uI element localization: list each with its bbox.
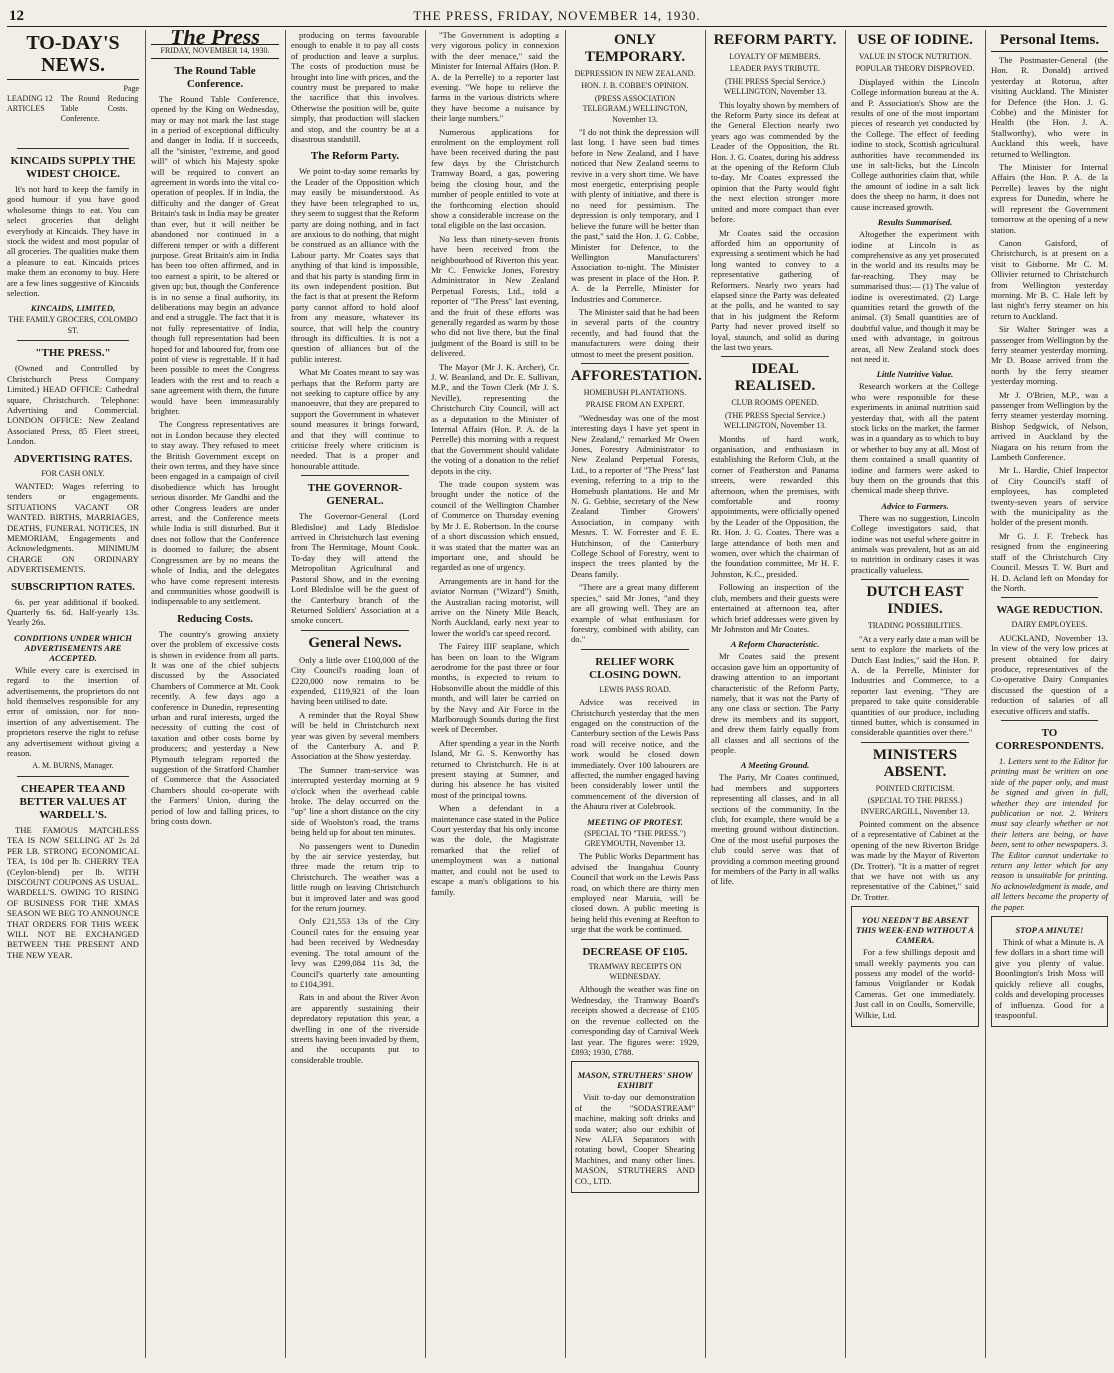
index-entry bbox=[7, 94, 53, 144]
ad-kincaids-sub: THE FAMILY GROCERS, COLOMBO ST. bbox=[8, 315, 138, 335]
ad-kincaids-body: It's not hard to keep the family in good humour if you have good wholesome things to eat. You can select groceries that delight everybody at Kincaids. They have in stock the widest and most popular of all groceries. The qualities make them a pleasure to eat. Kincaids prices make them an economy to buy. Here are a few lines suggestive of Kincaids selection. bbox=[7, 184, 139, 299]
personal-item: The Minister for Internal Affairs (the Hon. P. A. de la Perrelle) leaves by the night express for Dunedin, where he will represent the Government tomorrow at the opening of a new station. bbox=[991, 162, 1108, 235]
personal-item: The Postmaster-General (the Hon. R. Donald) arrived yesterday at Rotorua, after visiting Auckland. The Minister for Defence (the Hon. J. G. Cobbe) and the Minister for Health (the Hon. J. A. Stallworthy), who were in Auckland this week, have returned to Wellington. bbox=[991, 55, 1108, 159]
subheading: Little Nutritive Value. bbox=[876, 369, 954, 380]
news-item: After spending a year in the North Island, Mr G. S. Kenworthy has returned to Christchurch. He is at present staying at Sumner, and during his absence he has visited most of the principal towns. bbox=[431, 737, 559, 800]
news-item: Rats in and about the River Avon are apparently sustaining their depredatory reputation this year, a dwelling in one of the riverside streets having been invaded by them, and the occupants put to considerable trouble. bbox=[291, 992, 419, 1065]
news-item: A reminder that the Royal Show will be held in Christchurch next year was given by several members of the Canterbury A. and P. Association at the Show yesterday. bbox=[291, 709, 419, 762]
editorial-paragraph: The Congress representatives are not in London because they elected to stay away. They refused to meet the British Government except on their own terms, and they have since been engaged in a campaign of civil disobedience which has brought serious disorder. Mr Gandhi and the other Congress leaders are under arrest, and the Conference meets while India is still disturbed. But it does not follow that the Conference is doomed to failure; the absent Congressmen are by no means the whole of India, and the delegates who have come represent interests and communities whose goodwill is indispensable to any settlement. bbox=[151, 419, 279, 607]
subheading: POINTED CRITICISM. bbox=[875, 783, 955, 793]
ad-camera bbox=[851, 906, 979, 1027]
editorial-heading-round-table: The Round Table Conference. bbox=[174, 64, 256, 90]
manager-signoff: A. M. BURNS, Manager. bbox=[32, 761, 114, 771]
ad-title: MASON, STRUTHERS' SHOW EXHIBIT bbox=[577, 1070, 693, 1091]
byline: (SPECIAL TO THE PRESS.) INVERCARGILL, November 13. bbox=[860, 796, 970, 816]
article-paragraph: Pointed comment on the absence of a representative of Cabinet at the opening of the new Riverton Bridge was made by the Mayor of Riverton (Dr. Trotter). "It is a matter of regret that we have not with us any representative of the Cabinet," said Dr. Trotter. bbox=[851, 818, 979, 902]
personal-item: Sir Walter Stringer was a passenger from Wellington by the ferry steamer yesterday morning. Mr D. Boase arrived from the north by the ferry steamer yesterday morning. bbox=[991, 324, 1108, 387]
index-list bbox=[7, 94, 139, 144]
index-entry-title: The Round Table Conference. bbox=[60, 94, 100, 123]
byline: (PRESS ASSOCIATION TELEGRAM.) WELLINGTON, November 13. bbox=[582, 93, 688, 124]
editorial-paragraph: The Round Table Conference, opened by the King on Wednesday, may or may not mark the last stage in a period of exceptional difficulty and danger in India. If it succeeds, all the "sinister, "extreme, and good will" of which his Majesty spoke will be required to convert an agreement in words into the vital co-operation of peoples. If in India, the difficulty and the danger of Great Britain's task in India may be greater than ever, but it will neither be abandoned nor continued in a different temper or with a different purpose. Great Britain's aim in India has been too often affirmed, and in too earnest a spirit, to be altered or given up; but, though the Conference is in no sense a final authority, its deliberations may begin an advance and end a struggle. The fact that it is not fully representative of India, though full representation had been hoped for and laboured for, from one point of view is regrettable. If it had been possible to meet the Congress leaders with the rest and to reach a sane agreement with them, the future would have been immeasurably brighter. bbox=[151, 93, 279, 416]
index-entry-title: LEADING ARTICLES bbox=[7, 94, 45, 113]
divider bbox=[1001, 597, 1098, 598]
article-paragraph: Months of hard work, organisation, and enthusiasm in establishing the Reform Club, at the corner of Featherston and Panama streets, were rewarded this afternoon, when the premises, with comfortable and roomy appointments, were officially opened by the Leader of the Opposition, the Rt. Hon. J. G. Coates. There was a large attendance of both men and women, over which the chairman of the foundation committee, Mr H. F. Johnston, K.C., presided. bbox=[711, 433, 839, 579]
ad-wardells-title: CHEAPER TEA AND BETTER VALUES AT WARDELL'S. bbox=[19, 782, 127, 821]
index-page-label: Page bbox=[123, 84, 139, 93]
conditions-title: CONDITIONS UNDER WHICH ADVERTISEMENTS ARE ACCEPTED. bbox=[14, 632, 132, 663]
article-paragraph: Mr Coates said the present occasion gave him an opportunity of drawing attention to an important characteristic of the Reform Party, namely, that it was not the Party of any one class or section. The Party drew its members and its support, and drew them fairly equally from all classes and all sections of the people. bbox=[711, 651, 839, 755]
article-paragraph: Research workers at the College who were responsible for these experiments in animal nutrition said yesterday that, with all the patent stock licks on the market, the farmer was in a quandary as to which to buy or whether to buy any at all. Most of them contained a small quantity of iodine and farmers were asked to buy them on the grounds that this chemical made sheep thrive. bbox=[851, 381, 979, 496]
subheading: A Reform Characteristic. bbox=[730, 639, 820, 650]
article-heading-ideal-realised: IDEAL REALISED. bbox=[734, 361, 816, 395]
divider bbox=[301, 630, 409, 631]
divider bbox=[17, 148, 129, 149]
governor-general-heading: THE GOVERNOR-GENERAL. bbox=[307, 482, 403, 508]
divider bbox=[581, 939, 689, 940]
subheading: Advice to Farmers. bbox=[881, 500, 949, 511]
subheading: CLUB ROOMS OPENED. bbox=[731, 398, 819, 408]
article-paragraph: Mr Coates said the occasion afforded him an opportunity of expressing a sentiment which he had long wanted to convey to a representative gathering of Reformers. Nearly two years had elapsed since the Party was defeated at the polls, and he wanted to say that in his judgment the Reform Party had never proved itself so loyal, staunch, and solid as during the last two years. bbox=[711, 227, 839, 352]
column-2 bbox=[145, 30, 284, 1358]
news-item: The Fairey IIIF seaplane, which has been on loan to the Wigram aerodrome for the past three or four months, is expected to return to Hobsonville about the middle of this month, and will later be carried on by the Navy and Air Force in the Marlborough Sounds during the first week of December. bbox=[431, 641, 559, 735]
subheading: VALUE IN STOCK NUTRITION. bbox=[858, 52, 972, 61]
subheading: LEADER PAYS TRIBUTE. bbox=[729, 64, 821, 74]
article-paragraph: "Wednesday was one of the most interesting days I have yet spent in New Zealand," remarked Mr Owen Jones, Forestry Administrator to New Zealand Perpetual Forests, Ltd., to a reporter of "The Press" last evening, referring to a trip to the Homebush plantations. He and Mr N. G. Gebbie, secretary of the New Zealand Timber Growers' Association, in company with Messrs. T. W. Forrester and F. E. Hutchinson, of the Canterbury College School of Forestry, went to inspect the trees planted by the Deans family. bbox=[571, 412, 699, 579]
article-heading-ministers-absent: MINISTERS ABSENT. bbox=[872, 746, 958, 780]
divider bbox=[1001, 720, 1098, 721]
ad-title: STOP A MINUTE! bbox=[1015, 925, 1084, 936]
article-paragraph: The Public Works Department has advised the Inangahua County Council that work on the Lewis Pass road, on which there are thirty men employed near Maruia, will be closed down. A public meeting is being held this evening at Reefton to urge that the work be continued. bbox=[571, 851, 699, 935]
article-paragraph: Advice was received in Christchurch yesterday that the men engaged on the construction of the Canterbury section of the Lewis Pass road will receive notice, and the work would be closed down immediately. Over 100 labourers are affected, the number engaged having been considerably lower until the commencement of the diversion of the Ahaura river at Colebrook. bbox=[571, 697, 699, 812]
article-heading-dutch-east-indies: DUTCH EAST INDIES. bbox=[866, 584, 964, 618]
news-item: No passengers went to Dunedin by the air service yesterday, but three made the return trip to Christchurch. The weather was a little rough on leaving Christchurch but it improved later and was good for the return journey. bbox=[291, 840, 419, 914]
ad-kincaids-name: KINCAIDS, LIMITED, bbox=[30, 303, 116, 314]
personal-item: Mr J. O'Brien, M.P., was a passenger from Wellington by the ferry steamer yesterday morning. Bishop Sedgwick, of Nelson, arrived in Auckland by the Niagara on his return from the Lambeth Conference. bbox=[991, 389, 1108, 463]
article-heading-only-temporary: ONLY TEMPORARY. bbox=[584, 32, 686, 65]
press-title: "THE PRESS." bbox=[35, 347, 111, 360]
ad-title: YOU NEEDN'T BE ABSENT THIS WEEK-END WITHOUT A CAMERA. bbox=[855, 915, 975, 946]
divider bbox=[861, 579, 969, 580]
ad-wardells-body: THE FAMOUS MATCHLESS TEA IS NOW SELLING AT 2s 2d PER LB. STRONG ECONOMICAL TEA, 1s 10d per lb. CHERRY TEA (Ceylon-blend) per lb. WITH DISCOUNT COUPONS AS USUAL. WARDELL'S. OWING TO RISING OF BUSINESS FOR THE XMAS SEASON WE BEG TO ANNOUNCE THAT ORDERS FOR THIS WEEK WILL NOT BE EXCHANGED BETWEEN THE PRESENT AND THE NEW YEAR. bbox=[7, 824, 139, 960]
article-paragraph: Following an inspection of the club, members and their guests were entertained at afternoon tea, after which brief addresses were given by Mr Johnston and Mr Coates. bbox=[711, 582, 839, 634]
ad-kincaids-title: KINCAIDS SUPPLY THE WIDEST CHOICE. bbox=[10, 155, 136, 180]
article-heading-afforestation: AFFORESTATION. bbox=[571, 367, 702, 384]
page-number: 12 bbox=[9, 8, 24, 24]
index-entry bbox=[100, 94, 139, 144]
subheading: PRAISE FROM AN EXPERT. bbox=[585, 400, 685, 410]
news-item: No less than ninety-seven fronts have been received from the neighbourhood of Riverton this year. Mr C. Fenwicke Jones, Forestry Administrator in New Zealand Perpetual Forests, Ltd., told a reporter of "The Press" last evening, and the fruit of these efforts was generally regarded as warm by those who did not live there, but the final judgment of the Board is still to be delivered. bbox=[431, 233, 559, 359]
news-item: Only a little over £100,000 of the City Council's roading loan of £220,000 now remains to be expended, £119,921 of the loan having been utilised to date. bbox=[291, 654, 419, 707]
index-entry-page: 12 bbox=[44, 94, 53, 103]
press-body: (Owned and Controlled by Christchurch Press Company Limited.) HEAD OFFICE: Cathedral square, Christchurch. Telephone: Advertising and Commercial. LONDON OFFICE: New Zealand Associated Press, 85 Fleet street, London. bbox=[7, 363, 139, 447]
subheading: HON. J. B. COBBE'S OPINION. bbox=[581, 81, 689, 91]
article-paragraph: There was no suggestion, Lincoln College investigators said, that iodine was not useful where goitre in animals was prevalent, but as an aid to nutrition in ordinary cases it was practically valueless. bbox=[851, 512, 979, 575]
page-header bbox=[7, 6, 1107, 27]
divider bbox=[581, 649, 689, 650]
column-7 bbox=[845, 30, 984, 1358]
divider bbox=[17, 776, 129, 777]
ad-body: Visit to-day our demonstration of the "SODASTREAM" machine, making soft drinks and soda water; also our exhibit of New ALFA Separators with rotating bowl, Cooper Shearing Machines, and many other lines. MASON, STRUTHERS AND CO., LTD. bbox=[575, 1092, 695, 1186]
subheading: Results Summarised. bbox=[877, 217, 953, 228]
sub-rates-body: 6s. per year additional if booked. Quarterly 6s. 6d. Half-yearly 13s. Yearly 26s. bbox=[7, 596, 139, 628]
subheading: POPULAR THEORY DISPROVED. bbox=[855, 64, 975, 74]
todays-news-heading: TO-DAY'S NEWS. bbox=[7, 32, 139, 80]
article-heading-decrease: DECREASE OF £105. bbox=[582, 945, 688, 958]
article-paragraph: Altogether the experiment with iodine at Lincoln is as comprehensive as any yet prosecuted in the world and its results may be far-reaching. They may be summarised thus:— (1) The value of iodine is overestimated. (2) Large quantities retard the growth of the animal. (3) Small quantities are of doubtful value, and though it may be used with advantage, in goitrous areas, all New Zealand stock does not need it. bbox=[851, 229, 979, 364]
personal-item: Canon Gaisford, of Christchurch, is at present on a visit to Gisborne. Mr C. M. Ollivier returned to Christchurch from Wellington yesterday morning. Mr B. C. Hale left by last night's ferry steamer on his return to Auckland. bbox=[991, 237, 1108, 321]
subheading: LEWIS PASS ROAD. bbox=[599, 684, 671, 694]
column-8 bbox=[985, 30, 1111, 1358]
ad-body: Think of what a Minute is. A few dollars in a short time will give you plenty of value. Boonlington's Irish Moss will quickly relieve all coughs, colds and developing processes of influenza. Good for a teaspoonful. bbox=[995, 937, 1104, 1020]
editorial-heading-reducing-costs: Reducing Costs. bbox=[177, 612, 253, 625]
column-3 bbox=[285, 30, 424, 1358]
editorial-date: FRIDAY, NOVEMBER 14, 1930. bbox=[151, 44, 279, 58]
index-entry bbox=[53, 94, 100, 144]
news-item: The Mayor (Mr J. K. Archer), Cr. J. W. Beanland, and Dr. E. Sullivan, M.P., and the Town Clerk (Mr J. S. Neville), representing the Christchurch City Council, will act as a deputation to the Minister of Internal Affairs (Hon. P. A. de la Perrelle) this morning with a request that the Government should validate the voting of a donation to the relief depots in the city. bbox=[431, 361, 559, 476]
subheading: DEPRESSION IN NEW ZEALAND. bbox=[574, 69, 696, 78]
page-title: THE PRESS, FRIDAY, NOVEMBER 14, 1930. bbox=[413, 8, 701, 23]
conditions-body: While every care is exercised in regard to the insertion of advertisements, the proprietors do not hold themselves responsible for any error of omission, nor for non-insertion of any advertisement. The proprietors reserve the right to refuse any advertisement without giving a reason. bbox=[7, 664, 139, 759]
subheading: A Meeting Ground. bbox=[740, 760, 810, 771]
press-masthead: The Press bbox=[170, 30, 260, 49]
subheading: TRAMWAY RECEIPTS ON WEDNESDAY. bbox=[588, 961, 682, 982]
subheading: DAIRY EMPLOYEES. bbox=[1011, 620, 1088, 630]
news-item: Arrangements are in hand for the aviator Norman ("Wizard") Smith, the Australian racing motorist, will arrive on the Ninety Mile Beach, North Auckland, early next year to lower the world's car speed record. bbox=[431, 575, 559, 638]
article-paragraph: "At a very early date a man will be sent to explore the markets of the Dutch East Indies," said the Hon. P. A. de la Perrelle, Minister for Industries and Commerce, to a reporter last evening. "They are prepared to take quite considerable quantities of our produce, including tinned butter, which is consumed in considerable quantities over there." bbox=[851, 633, 979, 738]
news-item: Only £21,553 13s of the City Council rates for the ensuing year had been received by Wednesday evening. The total amount of the levy was £299,084 11s 3d, the Council's quarterly rate amounting to £104,391. bbox=[291, 916, 419, 989]
sub-rates-title: SUBSCRIPTION RATES. bbox=[11, 580, 135, 593]
divider bbox=[301, 475, 409, 476]
article-heading-iodine: USE OF IODINE. bbox=[857, 32, 973, 48]
article-paragraph: "There are a great many different species," said Mr Jones, "and they are all growing well. They are an example of what enthusiasm for forestry, combined with ability, can do." bbox=[571, 582, 699, 645]
adv-rates-body: WANTED: Wages referring to tenders or engagements. SITUATIONS VACANT OR WANTED. BIRTHS, MARRIAGES, DEATHS, FUNERAL NOTICES, IN MEMORIAM, Engagements and Acknowledgments. MINIMUM CHARGE ON ORDINARY ADVERTISEMENTS. bbox=[7, 480, 139, 575]
adv-rates-title: ADVERTISING RATES. bbox=[13, 452, 133, 465]
byline: (SPECIAL TO "THE PRESS.") GREYMOUTH, November 13. bbox=[584, 828, 686, 848]
editorial-paragraph: producing on terms favourable enough to enable it to pay all costs of production and leave a surplus. The costs of production must be brought into line with prices, and the country must be prepared to make the sacrifice that this involves. Otherwise the position will be, quite simply, that production will slacken and stop, and the country be at a disastrous standstill. bbox=[291, 30, 419, 145]
article-paragraph: This loyalty shown by members of the Reform Party since its defeat at the General Election nearly two years ago was commended by the Leader of the Opposition, the Rt. Hon. J. G. Coates, during his address at the opening of the Reform Club to-day. Mr Coates expressed the opinion that the Party would fight the next election stronger more united and more compact than ever before. bbox=[711, 99, 839, 225]
editorial-heading-reform-party: The Reform Party. bbox=[310, 150, 400, 163]
divider bbox=[861, 742, 969, 743]
columns bbox=[7, 30, 1107, 1358]
divider bbox=[17, 340, 129, 341]
ad-stop-a-minute bbox=[991, 916, 1108, 1027]
byline: (THE PRESS Special Service.) WELLINGTON, November 13. bbox=[723, 410, 827, 431]
article-paragraph: Although the weather was fine on Wednesday, the Tramway Board's receipts showed a decrease of £105 on the revenue collected on the corresponding day of Carnival Week last year. The figures were: 1929, £893; 1930, £788. bbox=[571, 984, 699, 1057]
personal-item: Mr G. J. F. Trebeck has resigned from the engineering staff of the Christchurch City Council. Messrs T. W. Burt and H. D. Acland left on Monday for the North. bbox=[991, 530, 1108, 593]
article-paragraph: "I do not think the depression will last long. I have seen bad times before in New Zealand, and I have noticed that New Zealand seems to revive in a very short time. We have most energetic, enterprising people with plenty of initiative, and there is no need for pessimism. The depression is only temporary, and I believe the future will be better than the past," said the Hon. J. G. Cobbe, Minister for Defence, to the Wellington Manufacturers' Association to-night. The Minister was present in place of the Hon. P. A. de la Perrelle, Minister for Industries and Commerce. bbox=[571, 127, 699, 304]
editorial-paragraph: What Mr Coates meant to say was perhaps that the Reform party are not seeking to capture office by any manoeuvre, that they are prepared to support the Government in whatever sound measures it brings forward, and that they will continue to criticise freely where criticism is needed. That is a proper and honourable attitude. bbox=[291, 367, 419, 471]
article-heading-relief-work: RELIEF WORK CLOSING DOWN. bbox=[589, 655, 681, 681]
correspondents-rules: 1. Letters sent to the Editor for printing must be written on one side of the paper only, and must be signed and given in full, whether they are intended for publication or not. 2. Writers must say clearly whether or not their letters are being, or have been, sent to other newspapers. 3. The Editor cannot undertake to return any letter which for any reason is unsuitable for printing. No acknowledgment is made, and all letters become the property of the paper. bbox=[991, 755, 1108, 912]
index-entry-title: Reducing Costs. bbox=[107, 94, 139, 113]
article-paragraph: Displayed within the Lincoln College information bureau at the A. and P. Association's Show are the results of one of the most important pieces of research yet conducted by the College. The effect of feeding iodine to stock, Scottish agricultural authorities have recommended its use in salt-licks, but the Lincoln College authorities claim that, while the amount of iodine in a salt lick does the sheep no harm, it does not cause increased growth. bbox=[851, 76, 979, 212]
adv-rates-sub: FOR CASH ONLY. bbox=[41, 468, 105, 478]
correspondents-heading: TO CORRESPONDENTS. bbox=[995, 726, 1104, 752]
subheading: HOMEBUSH PLANTATIONS. bbox=[583, 387, 687, 397]
subheading: LOYALTY OF MEMBERS. bbox=[729, 52, 821, 61]
newspaper-page bbox=[7, 6, 1107, 1358]
divider bbox=[581, 363, 689, 364]
article-paragraph: AUCKLAND, November 13. In view of the very low prices at present obtained for dairy produce, representatives of the Co-operative Dairy Companies discussed the question of a reduction of salaries of all executive officers and staffs. bbox=[991, 632, 1108, 716]
ad-body: For a few shillings deposit and small weekly payments you can possess any model of the world-famous Voigtlander or Kodak Cameras. Get one immediately. Just call in on Coulls, Somerville, Wilkie, Ltd. bbox=[855, 947, 975, 1020]
ad-mason-struthers bbox=[571, 1061, 699, 1193]
general-news-heading: General News. bbox=[308, 634, 402, 651]
subheading: MEETING OF PROTEST. bbox=[587, 816, 683, 827]
news-item: The Sumner tram-service was interrupted yesterday morning at 9 o'clock when the overhead cable broke. The delay occurred on the "up" line a short distance on the city side of Woolston's road, the trams being held up for about ten minutes. bbox=[291, 764, 419, 838]
wage-reduction-heading: WAGE REDUCTION. bbox=[996, 604, 1103, 617]
divider bbox=[721, 356, 829, 357]
column-5 bbox=[565, 30, 704, 1358]
article-heading-reform-party: REFORM PARTY. bbox=[713, 32, 837, 48]
column-6 bbox=[705, 30, 844, 1358]
news-item: When a defendant in a maintenance case stated in the Police Court yesterday that his only income was the dole, the Magistrate remarked that the relief of unemployment was a national matter, and could not be used to escape a man's obligations to his family. bbox=[431, 803, 559, 897]
article-paragraph: The Party, Mr Coates continued, had members and supporters representing all classes, and in all sections of the community. In the club, for example, there would be a meeting ground without distinction. One of the most useful purposes the club could serve was that of providing a common meeting ground for members of the Party in all walks of life. bbox=[711, 772, 839, 887]
byline: (THE PRESS Special Service.) WELLINGTON, November 13. bbox=[723, 76, 827, 97]
subheading: TRADING POSSIBILITIES. bbox=[867, 621, 963, 631]
personal-item: Mr L. Hardie, Chief Inspector of City Council's staff of employees, has completed twenty-seven years of service with the municipality as the holder of the present month. bbox=[991, 465, 1108, 528]
editorial-paragraph: The country's growing anxiety over the problem of excessive costs is shown in evidence from all parts. It was one of the chief subjects discussed by the Associated Chambers of Commerce at Mt. Cook recently. A few days ago a conference in Dunedin, representing urban and rural interests, urged the necessity of cutting the cost of taxation and other costs borne by producers; and yesterday a New Plymouth telegram reported the suggestion of the Stratford Chamber of Commerce that the Associated Chambers should co-operate with the Farmers' Union, during the period of low and falling prices, to bring costs down. bbox=[151, 628, 279, 827]
article-paragraph: The Governor-General (Lord Bledisloe) and Lady Bledisloe arrived in Christchurch last evening from The Hermitage, Mount Cook. To-day they will attend the Metropolitan Agricultural and Pastoral Show, and in the evening Lord Bledisloe will be the guest of the Canterbury branch of the Returned Soldiers' Association at a smoke concert. bbox=[291, 511, 419, 626]
personal-items-heading: Personal Items. bbox=[991, 32, 1108, 52]
news-item: "The Government is adopting a very vigorous policy in connexion with the deer menace," said the Minister for Internal Affairs (Hon. P. A. de la Perrelle) to a reporter last evening. "We hope to relieve the farms in the various districts where they have become a nuisance by their large numbers." bbox=[431, 30, 559, 124]
column-1 bbox=[7, 30, 144, 1358]
news-index bbox=[7, 84, 139, 144]
column-4 bbox=[425, 30, 564, 1358]
news-item: The trade coupon system was brought under the notice of the council of the Wellington Chamber of Commerce on Thursday evening by Mr J. E. Robertson. In the course of a short discussion which ensued, it was stated that the matter was an important one, and should be regarded as one of urgency. bbox=[431, 479, 559, 573]
editorial-paragraph: We point to-day some remarks by the Leader of the Opposition which may easily be misunderstood. As they have been telegraphed to us, they seem to suggest that the Reform party are doing nothing, and in fact are anxious to do nothing, that might be construed as an alliance with the Labour party. Mr Coates says that anything of that kind is impossible, and that his party is standing firm in its own independent position. But the fact is that at present the Reform party cannot afford to hold aloof from any measure, whatever its source, that will help the country through its difficulties. It is not a question of alliances but of the public interest. bbox=[291, 166, 419, 364]
news-item: Numerous applications for enrolment on the employment roll have been received during the past few days by the Christchurch Tramway Board, a gas, powering being the closing hour, and the number of people entitled to vote at the forthcoming election should show a considerable increase on the total eligible on the last occasion. bbox=[431, 126, 559, 231]
article-paragraph: The Minister said that he had been in several parts of the country recently, and had found that the manufacturers were doing their utmost to meet the present position. bbox=[571, 306, 699, 359]
index-entry bbox=[138, 94, 144, 144]
